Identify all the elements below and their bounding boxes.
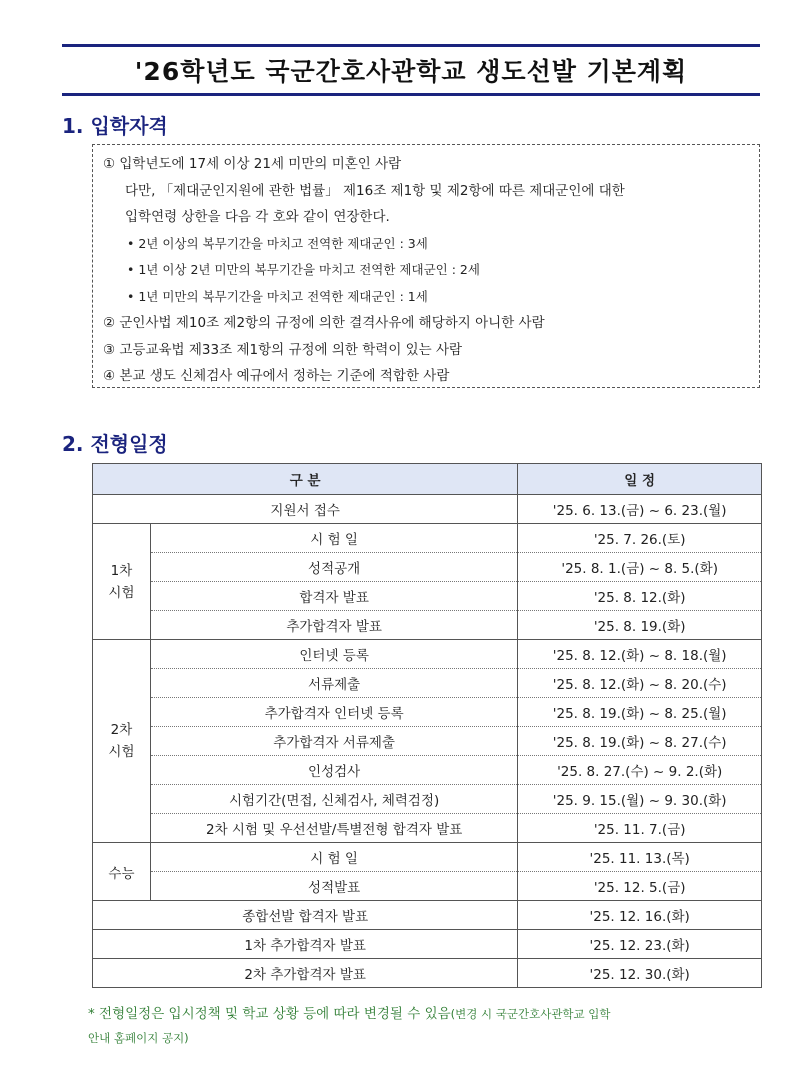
row-date: '25. 8. 19.(화) ~ 8. 25.(월) <box>518 698 762 727</box>
row-item: 2차 추가합격자 발표 <box>93 959 518 988</box>
table-row <box>93 611 762 640</box>
row-date: '25. 11. 7.(금) <box>518 814 762 843</box>
row-item: 시 험 일 <box>150 843 517 872</box>
row-date: '25. 12. 16.(화) <box>518 901 762 930</box>
title-banner <box>62 44 760 96</box>
row-item: 1차 추가합격자 발표 <box>93 930 518 959</box>
section-heading-qualification: 1. 입학자격 <box>62 114 168 138</box>
qualification-bullet: • 2년 이상의 복무기간을 마치고 전역한 제대군인 : 3세 <box>127 235 428 251</box>
row-item: 추가합격자 인터넷 등록 <box>150 698 517 727</box>
table-row <box>93 640 762 669</box>
row-item: 서류제출 <box>150 669 517 698</box>
row-date: '25. 11. 13.(목) <box>518 843 762 872</box>
table-row <box>93 669 762 698</box>
table-row <box>93 930 762 959</box>
group-second-exam: 2차 시험 <box>93 640 151 843</box>
footnote-line2: 안내 홈페이지 공지) <box>88 1031 189 1045</box>
row-date: '25. 6. 13.(금) ~ 6. 23.(월) <box>518 495 762 524</box>
table-row <box>93 495 762 524</box>
footnote <box>88 1002 778 1050</box>
header-category: 구 분 <box>93 464 518 495</box>
section-heading-schedule: 2. 전형일정 <box>62 432 168 456</box>
qualification-bullet: • 1년 미만의 복무기간을 마치고 전역한 제대군인 : 1세 <box>127 288 428 304</box>
qualification-line: ① 입학년도에 17세 이상 21세 미만의 미혼인 사람 <box>103 156 402 172</box>
table-row <box>93 582 762 611</box>
table-row <box>93 814 762 843</box>
row-item: 2차 시험 및 우선선발/특별전형 합격자 발표 <box>150 814 517 843</box>
row-item: 성적발표 <box>150 872 517 901</box>
row-date: '25. 8. 19.(화) ~ 8. 27.(수) <box>518 727 762 756</box>
table-row <box>93 785 762 814</box>
qualification-line: 입학연령 상한을 다음 각 호와 같이 연장한다. <box>125 209 390 225</box>
qualification-line: ③ 고등교육법 제33조 제1항의 규정에 의한 학력이 있는 사람 <box>103 341 463 358</box>
row-date: '25. 12. 5.(금) <box>518 872 762 901</box>
qualification-line: ② 군인사법 제10조 제2항의 규정에 의한 결격사유에 해당하지 아니한 사람 <box>103 315 545 331</box>
table-row <box>93 901 762 930</box>
row-item: 성적공개 <box>150 553 517 582</box>
qualification-bullet: • 1년 이상 2년 미만의 복무기간을 마치고 전역한 제대군인 : 2세 <box>127 262 480 277</box>
row-item: 추가합격자 발표 <box>150 611 517 640</box>
group-first-exam: 1차 시험 <box>93 524 151 640</box>
row-date: '25. 8. 12.(화) ~ 8. 18.(월) <box>518 640 762 669</box>
footnote-small: (변경 시 국군간호사관학교 입학 <box>450 1007 611 1021</box>
qualification-line: 다만, 「제대군인지원에 관한 법률」 제16조 제1항 및 제2항에 따른 제대군인에 대한 <box>125 182 625 199</box>
qualification-line: ④ 본교 생도 신체검사 예규에서 정하는 기준에 적합한 사람 <box>103 368 450 384</box>
table-row <box>93 727 762 756</box>
header-schedule: 일 정 <box>518 464 762 495</box>
row-date: '25. 8. 27.(수) ~ 9. 2.(화) <box>518 756 762 785</box>
row-date: '25. 8. 12.(화) <box>518 582 762 611</box>
table-header-row <box>93 464 762 495</box>
row-date: '25. 8. 12.(화) ~ 8. 20.(수) <box>518 669 762 698</box>
table-row <box>93 959 762 988</box>
row-item: 합격자 발표 <box>150 582 517 611</box>
row-item: 시험기간(면접, 신체검사, 체력검정) <box>150 785 517 814</box>
table-row <box>93 698 762 727</box>
footnote-main: * 전형일정은 입시정책 및 학교 상황 등에 따라 변경될 수 있음 <box>88 1006 451 1022</box>
row-date: '25. 9. 15.(월) ~ 9. 30.(화) <box>518 785 762 814</box>
table-row <box>93 553 762 582</box>
row-date: '25. 8. 1.(금) ~ 8. 5.(화) <box>518 553 762 582</box>
page-title: '26학년도 국군간호사관학교 생도선발 기본계획 <box>134 57 688 86</box>
row-item: 시 험 일 <box>150 524 517 553</box>
row-date: '25. 8. 19.(화) <box>518 611 762 640</box>
group-csat: 수능 <box>93 843 151 901</box>
row-date: '25. 12. 23.(화) <box>518 930 762 959</box>
qualification-box <box>92 144 760 388</box>
row-item: 추가합격자 서류제출 <box>150 727 517 756</box>
row-date: '25. 12. 30.(화) <box>518 959 762 988</box>
row-item: 인터넷 등록 <box>150 640 517 669</box>
schedule-table <box>92 463 762 988</box>
table-row <box>93 843 762 872</box>
table-row <box>93 524 762 553</box>
table-row <box>93 872 762 901</box>
row-item: 인성검사 <box>150 756 517 785</box>
table-row <box>93 756 762 785</box>
row-item: 종합선발 합격자 발표 <box>93 901 518 930</box>
row-item: 지원서 접수 <box>93 495 518 524</box>
row-date: '25. 7. 26.(토) <box>518 524 762 553</box>
